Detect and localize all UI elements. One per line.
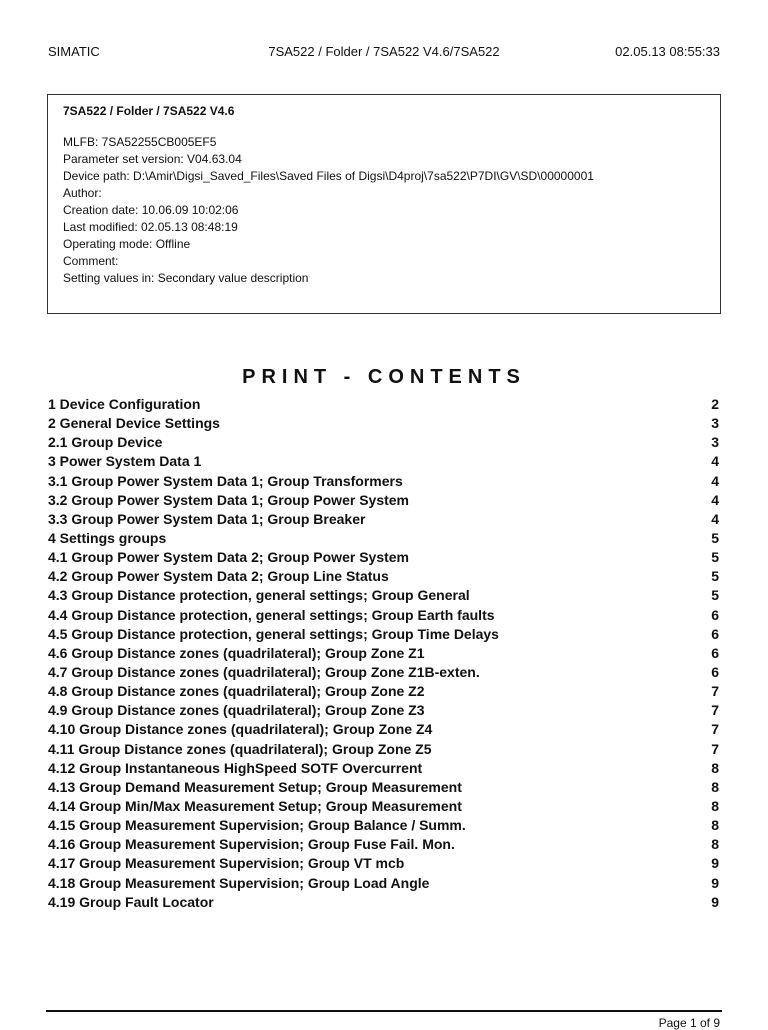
toc-entry-page: 9 xyxy=(711,893,719,910)
header-project-path: 7SA522 / Folder / 7SA522 V4.6/7SA522 xyxy=(268,44,500,59)
toc-entry-label: 4.8 Group Distance zones (quadrilateral); Group Zone Z2 xyxy=(48,683,425,700)
toc-entry-page: 6 xyxy=(711,644,719,661)
toc-entry-page: 7 xyxy=(711,721,719,738)
toc-entry-page: 9 xyxy=(711,874,719,891)
info-last-modified: Last modified: 02.05.13 08:48:19 xyxy=(63,220,238,234)
toc-entry[interactable] xyxy=(48,395,719,414)
toc-entry-label: 4.5 Group Distance protection, general settings; Group Time Delays xyxy=(48,625,499,642)
toc-entry-label: 3.1 Group Power System Data 1; Group Transformers xyxy=(48,472,403,489)
toc-entry-label: 4.15 Group Measurement Supervision; Group Balance / Summ. xyxy=(48,817,466,834)
toc-entry-label: 4.6 Group Distance zones (quadrilateral); Group Zone Z1 xyxy=(48,644,425,661)
toc-entry-label: 4.11 Group Distance zones (quadrilateral); Group Zone Z5 xyxy=(48,740,432,757)
info-creation-date: Creation date: 10.06.09 10:02:06 xyxy=(63,203,239,217)
toc-entry[interactable] xyxy=(48,797,719,816)
toc-entry-page: 4 xyxy=(711,491,719,508)
toc-entry[interactable] xyxy=(48,740,719,759)
toc-entry[interactable] xyxy=(48,472,719,491)
toc-entry-page: 2 xyxy=(711,396,719,412)
footer-page-number: Page 1 of 9 xyxy=(658,1016,720,1030)
toc-entry-page: 5 xyxy=(711,549,719,566)
toc-entry-label: 4.2 Group Power System Data 2; Group Line Status xyxy=(48,568,389,585)
toc-entry-label: 4.14 Group Min/Max Measurement Setup; Group Measurement xyxy=(48,797,462,814)
toc-entry-label: 3 Power System Data 1 xyxy=(48,453,202,470)
toc-entry[interactable] xyxy=(48,720,719,739)
toc-entry-page: 4 xyxy=(711,453,719,470)
toc-entry[interactable] xyxy=(48,816,719,835)
toc-entry[interactable] xyxy=(48,625,719,644)
table-of-contents xyxy=(48,395,719,912)
toc-entry-page: 5 xyxy=(711,587,719,604)
toc-entry-label: 3.2 Group Power System Data 1; Group Power System xyxy=(48,491,409,508)
toc-entry-page: 4 xyxy=(711,472,719,489)
toc-entry-label: 4.12 Group Instantaneous HighSpeed SOTF Overcurrent xyxy=(48,759,423,776)
header-product-name: SIMATIC xyxy=(48,44,100,59)
toc-entry-page: 4 xyxy=(711,510,719,527)
toc-entry[interactable] xyxy=(48,510,719,529)
toc-entry-label: 4.17 Group Measurement Supervision; Group VT mcb xyxy=(48,855,405,872)
info-comment: Comment: xyxy=(63,254,119,268)
toc-entry-label: 4.3 Group Distance protection, general settings; Group General xyxy=(48,587,470,604)
toc-entry-page: 7 xyxy=(711,702,719,719)
toc-entry[interactable] xyxy=(48,701,719,720)
contents-title: PRINT - CONTENTS xyxy=(242,366,526,388)
toc-entry[interactable] xyxy=(48,606,719,625)
toc-entry-page: 6 xyxy=(711,606,719,623)
toc-entry-page: 8 xyxy=(711,759,719,776)
page-header xyxy=(48,44,720,62)
toc-entry[interactable] xyxy=(48,682,719,701)
toc-entry[interactable] xyxy=(48,644,719,663)
toc-entry[interactable] xyxy=(48,663,719,682)
toc-entry[interactable] xyxy=(48,854,719,873)
toc-entry-label: 4.7 Group Distance zones (quadrilateral); Group Zone Z1B-exten. xyxy=(48,663,480,680)
toc-entry[interactable] xyxy=(48,759,719,778)
toc-entry-label: 4.16 Group Measurement Supervision; Group Fuse Fail. Mon. xyxy=(48,836,455,853)
toc-entry[interactable] xyxy=(48,586,719,605)
toc-entry-page: 6 xyxy=(711,625,719,642)
info-setting-values: Setting values in: Secondary value description xyxy=(63,271,309,285)
toc-entry[interactable] xyxy=(48,433,719,452)
toc-entry-page: 8 xyxy=(711,778,719,795)
toc-entry[interactable] xyxy=(48,491,719,510)
toc-entry-label: 3.3 Group Power System Data 1; Group Breaker xyxy=(48,510,366,527)
toc-entry-page: 9 xyxy=(711,855,719,872)
toc-entry-label: 4.1 Group Power System Data 2; Group Power System xyxy=(48,549,409,566)
toc-entry[interactable] xyxy=(48,452,719,471)
info-device-path: Device path: D:\Amir\Digsi_Saved_Files\Saved Files of Digsi\D4proj\7sa522\P7DI\GV\SD\00000001 xyxy=(63,169,594,183)
toc-entry[interactable] xyxy=(48,414,719,433)
toc-entry-label: 2 General Device Settings xyxy=(48,415,220,432)
device-info-box xyxy=(47,94,721,314)
toc-entry-page: 5 xyxy=(711,529,719,546)
toc-entry-label: 4.18 Group Measurement Supervision; Group Load Angle xyxy=(48,874,430,891)
info-author: Author: xyxy=(63,186,102,200)
toc-entry-label: 4 Settings groups xyxy=(48,529,167,546)
toc-entry-page: 8 xyxy=(711,817,719,834)
info-box-title: 7SA522 / Folder / 7SA522 V4.6 xyxy=(63,104,235,118)
footer-divider xyxy=(46,1010,722,1012)
info-parameter-set-version: Parameter set version: V04.63.04 xyxy=(63,152,242,166)
toc-entry-page: 7 xyxy=(711,683,719,700)
toc-entry-label: 4.19 Group Fault Locator xyxy=(48,893,214,910)
toc-entry[interactable] xyxy=(48,567,719,586)
toc-entry-page: 6 xyxy=(711,663,719,680)
toc-entry-page: 8 xyxy=(711,797,719,814)
toc-entry-label: 4.4 Group Distance protection, general settings; Group Earth faults xyxy=(48,606,495,623)
toc-entry[interactable] xyxy=(48,529,719,548)
toc-entry-page: 8 xyxy=(711,836,719,853)
toc-entry[interactable] xyxy=(48,778,719,797)
header-timestamp: 02.05.13 08:55:33 xyxy=(615,44,720,59)
toc-entry-page: 7 xyxy=(711,740,719,757)
toc-entry-page: 3 xyxy=(711,434,719,451)
toc-entry[interactable] xyxy=(48,835,719,854)
toc-entry[interactable] xyxy=(48,893,719,912)
toc-entry-label: 4.13 Group Demand Measurement Setup; Group Measurement xyxy=(48,778,462,795)
toc-entry-label: 4.9 Group Distance zones (quadrilateral); Group Zone Z3 xyxy=(48,702,425,719)
toc-entry[interactable] xyxy=(48,874,719,893)
toc-entry-page: 3 xyxy=(711,415,719,432)
toc-entry-label: 4.10 Group Distance zones (quadrilateral); Group Zone Z4 xyxy=(48,721,433,738)
toc-entry-label: 2.1 Group Device xyxy=(48,434,163,451)
toc-entry-page: 5 xyxy=(711,568,719,585)
toc-entry-label: 1 Device Configuration xyxy=(48,396,201,412)
toc-entry[interactable] xyxy=(48,548,719,567)
info-mlfb: MLFB: 7SA52255CB005EF5 xyxy=(63,135,217,149)
info-operating-mode: Operating mode: Offline xyxy=(63,237,191,251)
